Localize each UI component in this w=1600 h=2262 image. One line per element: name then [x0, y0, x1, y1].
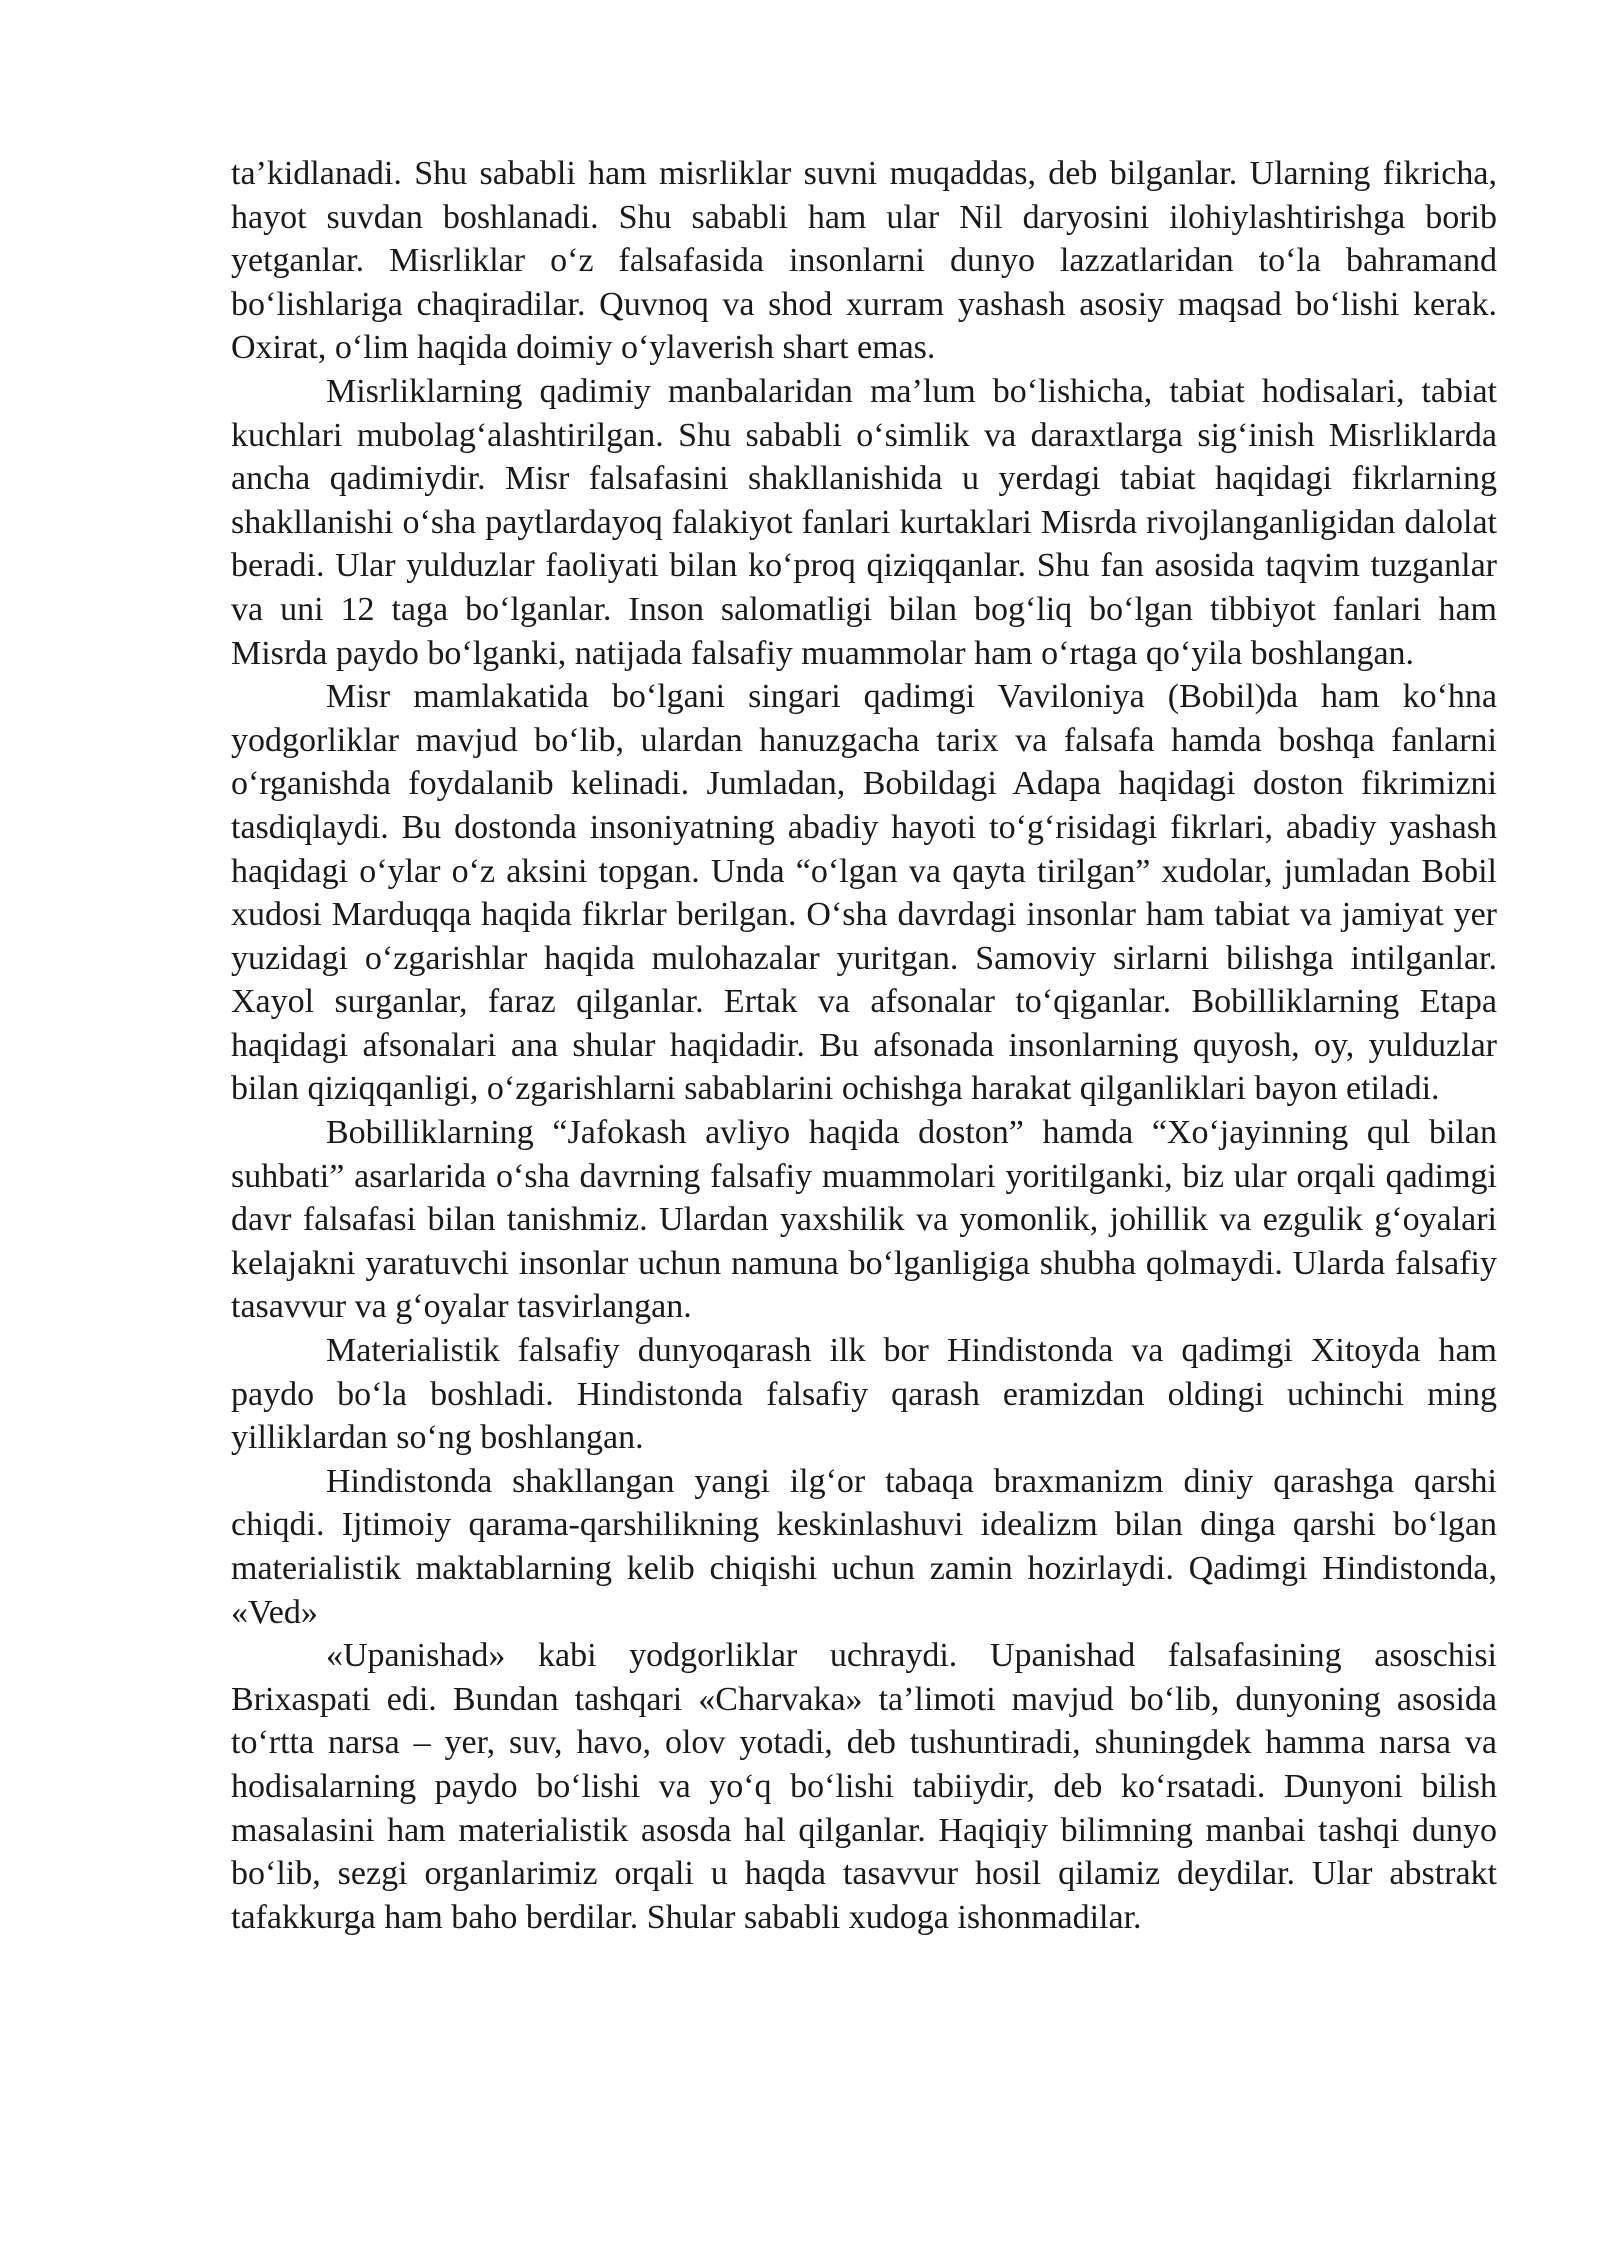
paragraph-india-brahmanism: Hindistonda shakllangan yangi ilg‘or tabaqa braxmanizm diniy qarashga qarshi chiqdi. Ijtimoiy qarama-qarshilikning keskinlashuvi idealizm bilan dinga qarshi bo‘lgan materialistik maktablarning kelib chiqishi uchun zamin hozirlaydi. Qadimgi Hindistonda, «Ved» — [231, 1462, 1497, 1631]
paragraph-babylon-works: Bobilliklarning “Jafokash avliyo haqida doston” hamda “Xo‘jayinning qul bilan suhbati” asarlarida o‘sha davrning falsafiy muammolari yoritilganki, biz ular orqali qadimgi davr falsafasi bilan tanishmiz. Ulardan yaxshilik va yomonlik, johillik va ezgulik g‘oyalari kelajakni yaratuvchi insonlar uchun namuna bo‘lganligiga shubha qolmaydi. Ularda falsafiy tasavvur va g‘oyalar tasvirlangan. — [231, 1114, 1497, 1326]
paragraph-upanishad-charvaka: «Upanishad» kabi yodgorliklar uchraydi. Upanishad falsafasining asoschisi Brixaspati edi. Bundan tashqari «Charvaka» ta’limoti mavjud bo‘lib, dunyoning asosida to‘rtta narsa – yer, suv, havo, olov yotadi, deb tushuntiradi, shuningdek hamma narsa va hodisalarning paydo bo‘lishi va yo‘q bo‘lishi tabiiydir, deb ko‘rsatadi. Dunyoni bilish masalasini ham materialistik asosda hal qilganlar. Haqiqiy bilimning manbai tashqi dunyo bo‘lib, sezgi organlarimiz orqali u haqda tasavvur hosil qilamiz deydilar. Ular abstrakt tafakkurga ham baho berdilar. Shular sababli xudoga ishonmadilar. — [231, 1637, 1497, 1936]
paragraph-materialism: Materialistik falsafiy dunyoqarash ilk bor Hindistonda va qadimgi Xitoyda ham paydo bo‘la boshladi. Hindistonda falsafiy qarash eramizdan oldingi uchinchi ming yilliklardan so‘ng boshlangan. — [231, 1332, 1497, 1457]
paragraph-egypt-sources: Misrliklarning qadimiy manbalaridan ma’lum bo‘lishicha, tabiat hodisalari, tabiat kuchlari mubolag‘alashtirilgan. Shu sababli o‘simlik va daraxtlarga sig‘inish Misrliklarda ancha qadimiydir. Misr falsafasini shakllanishida u yerdagi tabiat haqidagi fikrlarning shakllanishi o‘sha paytlardayoq falakiyot fanlari kurtaklari Misrda rivojlanganligidan dalolat beradi. Ular yulduzlar faoliyati bilan ko‘proq qiziqqanlar. Shu fan asosida taqvim tuzganlar va uni 12 taga bo‘lganlar. Inson salomatligi bilan bog‘liq bo‘lgan tibbiyot fanlari ham Misrda paydo bo‘lganki, natijada falsafiy muammolar ham o‘rtaga qo‘yila boshlangan. — [231, 372, 1497, 672]
paragraph-egypt-water: ta’kidlanadi. Shu sababli ham misrliklar suvni muqaddas, deb bilganlar. Ularning fikricha, hayot suvdan boshlanadi. Shu sababli ham ular Nil daryosini ilohiylashtirishga borib yetganlar. Misrliklar o‘z falsafasida insonlarni dunyo lazzatlaridan to‘la bahramand bo‘lishlariga chaqiradilar. Quvnoq va shod xurram yashash asosiy maqsad bo‘lishi kerak. Oxirat, o‘lim haqida doimiy o‘ylaverish shart emas. — [231, 155, 1497, 367]
paragraph-babylon: Misr mamlakatida bo‘lgani singari qadimgi Vaviloniya (Bobil)da ham ko‘hna yodgorliklar mavjud bo‘lib, ulardan hanuzgacha tarix va falsafa hamda boshqa fanlarni o‘rganishda foydalanib kelinadi. Jumladan, Bobildagi Adapa haqidagi doston fikrimizni tasdiqlaydi. Bu dostonda insoniyatning abadiy hayoti to‘g‘risidagi fikrlari, abadiy yashash haqidagi o‘ylar o‘z aksini topgan. Unda “o‘lgan va qayta tirilgan” xudolar, jumladan Bobil xudosi Marduqqa haqida fikrlar berilgan. O‘sha davrdagi insonlar ham tabiat va jamiyat yer yuzidagi o‘zgarishlar haqida mulohazalar yuritgan. Samoviy sirlarni bilishga intilganlar. Xayol surganlar, faraz qilganlar. Ertak va afsonalar to‘qiganlar. Bobilliklarning Etapa haqidagi afsonalari ana shular haqidadir. Bu afsonada insonlarning quyosh, oy, yulduzlar bilan qiziqqanligi, o‘zgarishlarni sabablarini ochishga harakat qilganliklari bayon etiladi. — [231, 678, 1497, 1108]
document-page — [231, 152, 1497, 1939]
